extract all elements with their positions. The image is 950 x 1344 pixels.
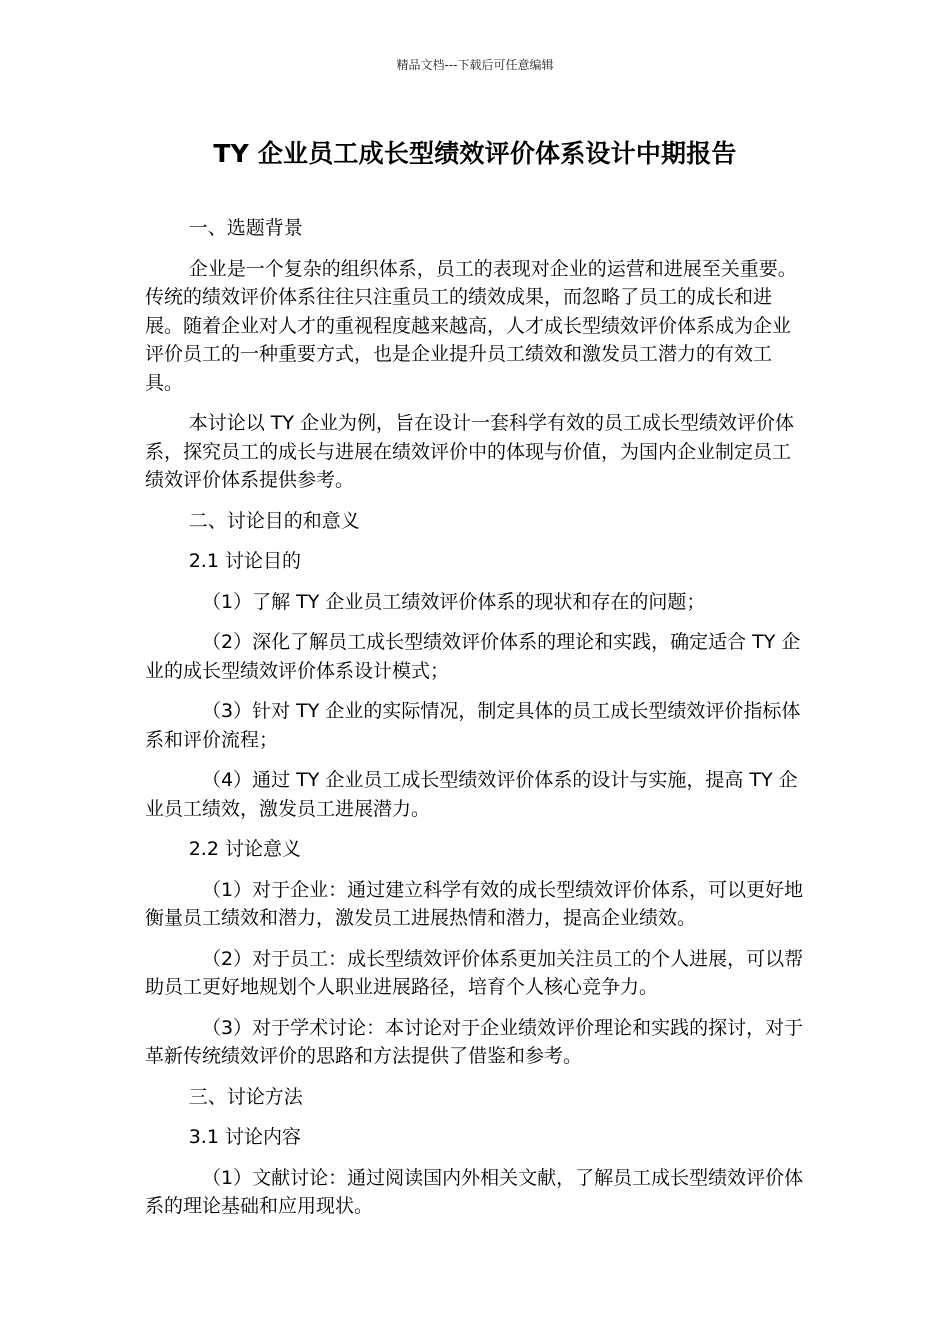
section-heading-background: 一、选题背景 (188, 217, 303, 239)
subsection-heading-3-1: 3.1 讨论内容 (188, 1126, 301, 1148)
document-title: TY 企业员工成长型绩效评价体系设计中期报告 (213, 139, 737, 168)
page-header-watermark: 精品文档---下载后可任意编辑 (396, 58, 554, 72)
list-item-purpose-4: （4）通过 TY 企业员工成长型绩效评价体系的设计与实施，提高 TY 企业员工绩效，激发员工进展潜力。 (145, 769, 798, 820)
list-item-significance-1: （1）对于企业：通过建立科学有效的成长型绩效评价体系，可以更好地衡量员工绩效和潜力，激发员工进展热情和潜力，提高企业绩效。 (145, 878, 804, 929)
section-heading-purpose: 二、讨论目的和意义 (188, 509, 360, 532)
list-item-significance-3: （3）对于学术讨论：本讨论对于企业绩效评价理论和实践的探讨，对于革新传统绩效评价的思路和方法提供了借鉴和参考。 (145, 1016, 804, 1067)
document-body (145, 214, 807, 1233)
subsection-heading-2-1: 2.1 讨论目的 (188, 550, 301, 572)
list-item-purpose-1: （1）了解 TY 企业员工绩效评价体系的现状和存在的问题； (202, 590, 706, 613)
list-item-significance-2: （2）对于员工：成长型绩效评价体系更加关注员工的个人进展，可以帮助员工更好地规划个人职业进展路径，培育个人核心竞争力。 (145, 947, 804, 998)
list-item-methods-1: （1）文献讨论：通过阅读国内外相关文献，了解员工成长型绩效评价体系的理论基础和应用现状。 (145, 1166, 804, 1217)
subsection-heading-2-2: 2.2 讨论意义 (188, 838, 301, 860)
section-heading-methods: 三、讨论方法 (188, 1085, 303, 1108)
paragraph-background-1: 企业是一个复杂的组织体系，员工的表现对企业的运营和进展至关重要。传统的绩效评价体系往往只注重员工的绩效成果，而忽略了员工的成长和进展。随着企业对人才的重视程度越来越高，人才成长型绩效评价体系成为企业评价员工的一种重要方式，也是企业提升员工绩效和激发员工潜力的有效工具。 (145, 257, 797, 394)
list-item-purpose-2: （2）深化了解员工成长型绩效评价体系的理论和实践，确定适合 TY 企业的成长型绩效评价体系设计模式； (145, 631, 801, 682)
list-item-purpose-3: （3）针对 TY 企业的实际情况，制定具体的员工成长型绩效评价指标体系和评价流程； (145, 700, 801, 751)
paragraph-background-2: 本讨论以 TY 企业为例，旨在设计一套科学有效的员工成长型绩效评价体系，探究员工的成长与进展在绩效评价中的体现与价值，为国内企业制定员工绩效评价体系提供参考。 (145, 412, 794, 491)
